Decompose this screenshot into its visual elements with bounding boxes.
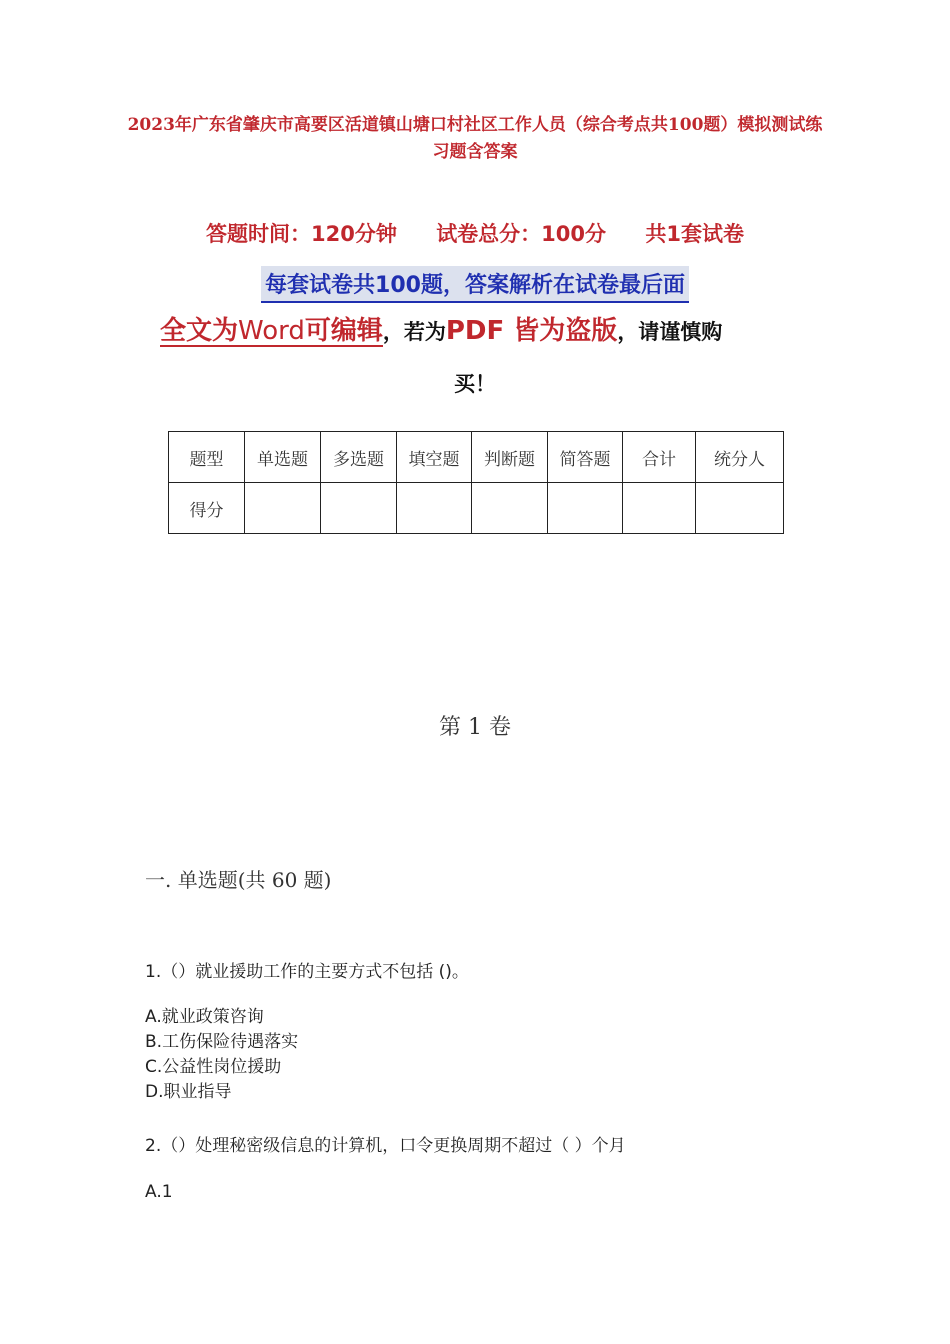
score-cell[interactable] — [245, 483, 321, 534]
section-title: 一. 单选题(共 60 题) — [145, 868, 332, 892]
option-a: A.1 — [145, 1182, 173, 1202]
header-cell: 多选题 — [321, 432, 397, 483]
header-cell: 合计 — [623, 432, 696, 483]
warn-part-c: ，若为 — [382, 320, 446, 344]
warn-word: Word — [238, 316, 305, 346]
option-d: D.职业指导 — [145, 1082, 232, 1102]
row-label: 得分 — [169, 483, 245, 534]
copyright-warning — [160, 310, 800, 347]
score-cell[interactable] — [472, 483, 548, 534]
score-cell[interactable] — [623, 483, 696, 534]
header-cell: 单选题 — [245, 432, 321, 483]
volume-title: 第 1 卷 — [439, 715, 511, 740]
header-cell: 填空题 — [397, 432, 472, 483]
warn-part-b: 可编辑 — [304, 316, 383, 346]
header-cell: 简答题 — [548, 432, 623, 483]
question-1-options — [145, 1005, 298, 1105]
warn-part-d: ，请谨慎购 — [617, 320, 723, 344]
question-2-options — [145, 1180, 173, 1205]
warn-pdf: PDF 皆为盗版 — [445, 316, 618, 346]
score-cell[interactable] — [321, 483, 397, 534]
option-a: A.就业政策咨询 — [145, 1007, 264, 1027]
header-cell: 题型 — [169, 432, 245, 483]
option-c: C.公益性岗位援助 — [145, 1057, 282, 1077]
exam-total-score: 试卷总分：100分 — [436, 222, 607, 246]
score-cell[interactable] — [548, 483, 623, 534]
exam-set-count: 共1套试卷 — [645, 222, 744, 246]
score-cell[interactable] — [397, 483, 472, 534]
header-cell: 统分人 — [696, 432, 784, 483]
exam-info — [0, 218, 950, 248]
answer-note-text: 每套试卷共100题，答案解析在试卷最后面 — [261, 266, 689, 303]
question-2: 2.（）处理秘密级信息的计算机，口令更换周期不超过（ ）个月 — [145, 1136, 626, 1156]
answer-note — [0, 266, 950, 303]
warn-buy: 买！ — [454, 372, 496, 396]
header-cell: 判断题 — [472, 432, 548, 483]
score-table-header-row — [169, 432, 784, 483]
document-title: 2023年广东省肇庆市高要区活道镇山塘口村社区工作人员（综合考点共100题）模拟测试练习题含答案 — [127, 115, 823, 162]
exam-time: 答题时间：120分钟 — [206, 222, 397, 246]
score-table-row — [169, 483, 784, 534]
warn-part-a: 全文为 — [160, 316, 239, 346]
question-1: 1.（）就业援助工作的主要方式不包括 ()。 — [145, 962, 469, 982]
option-b: B.工伤保险待遇落实 — [145, 1032, 299, 1052]
score-cell[interactable] — [696, 483, 784, 534]
score-table — [168, 431, 784, 534]
